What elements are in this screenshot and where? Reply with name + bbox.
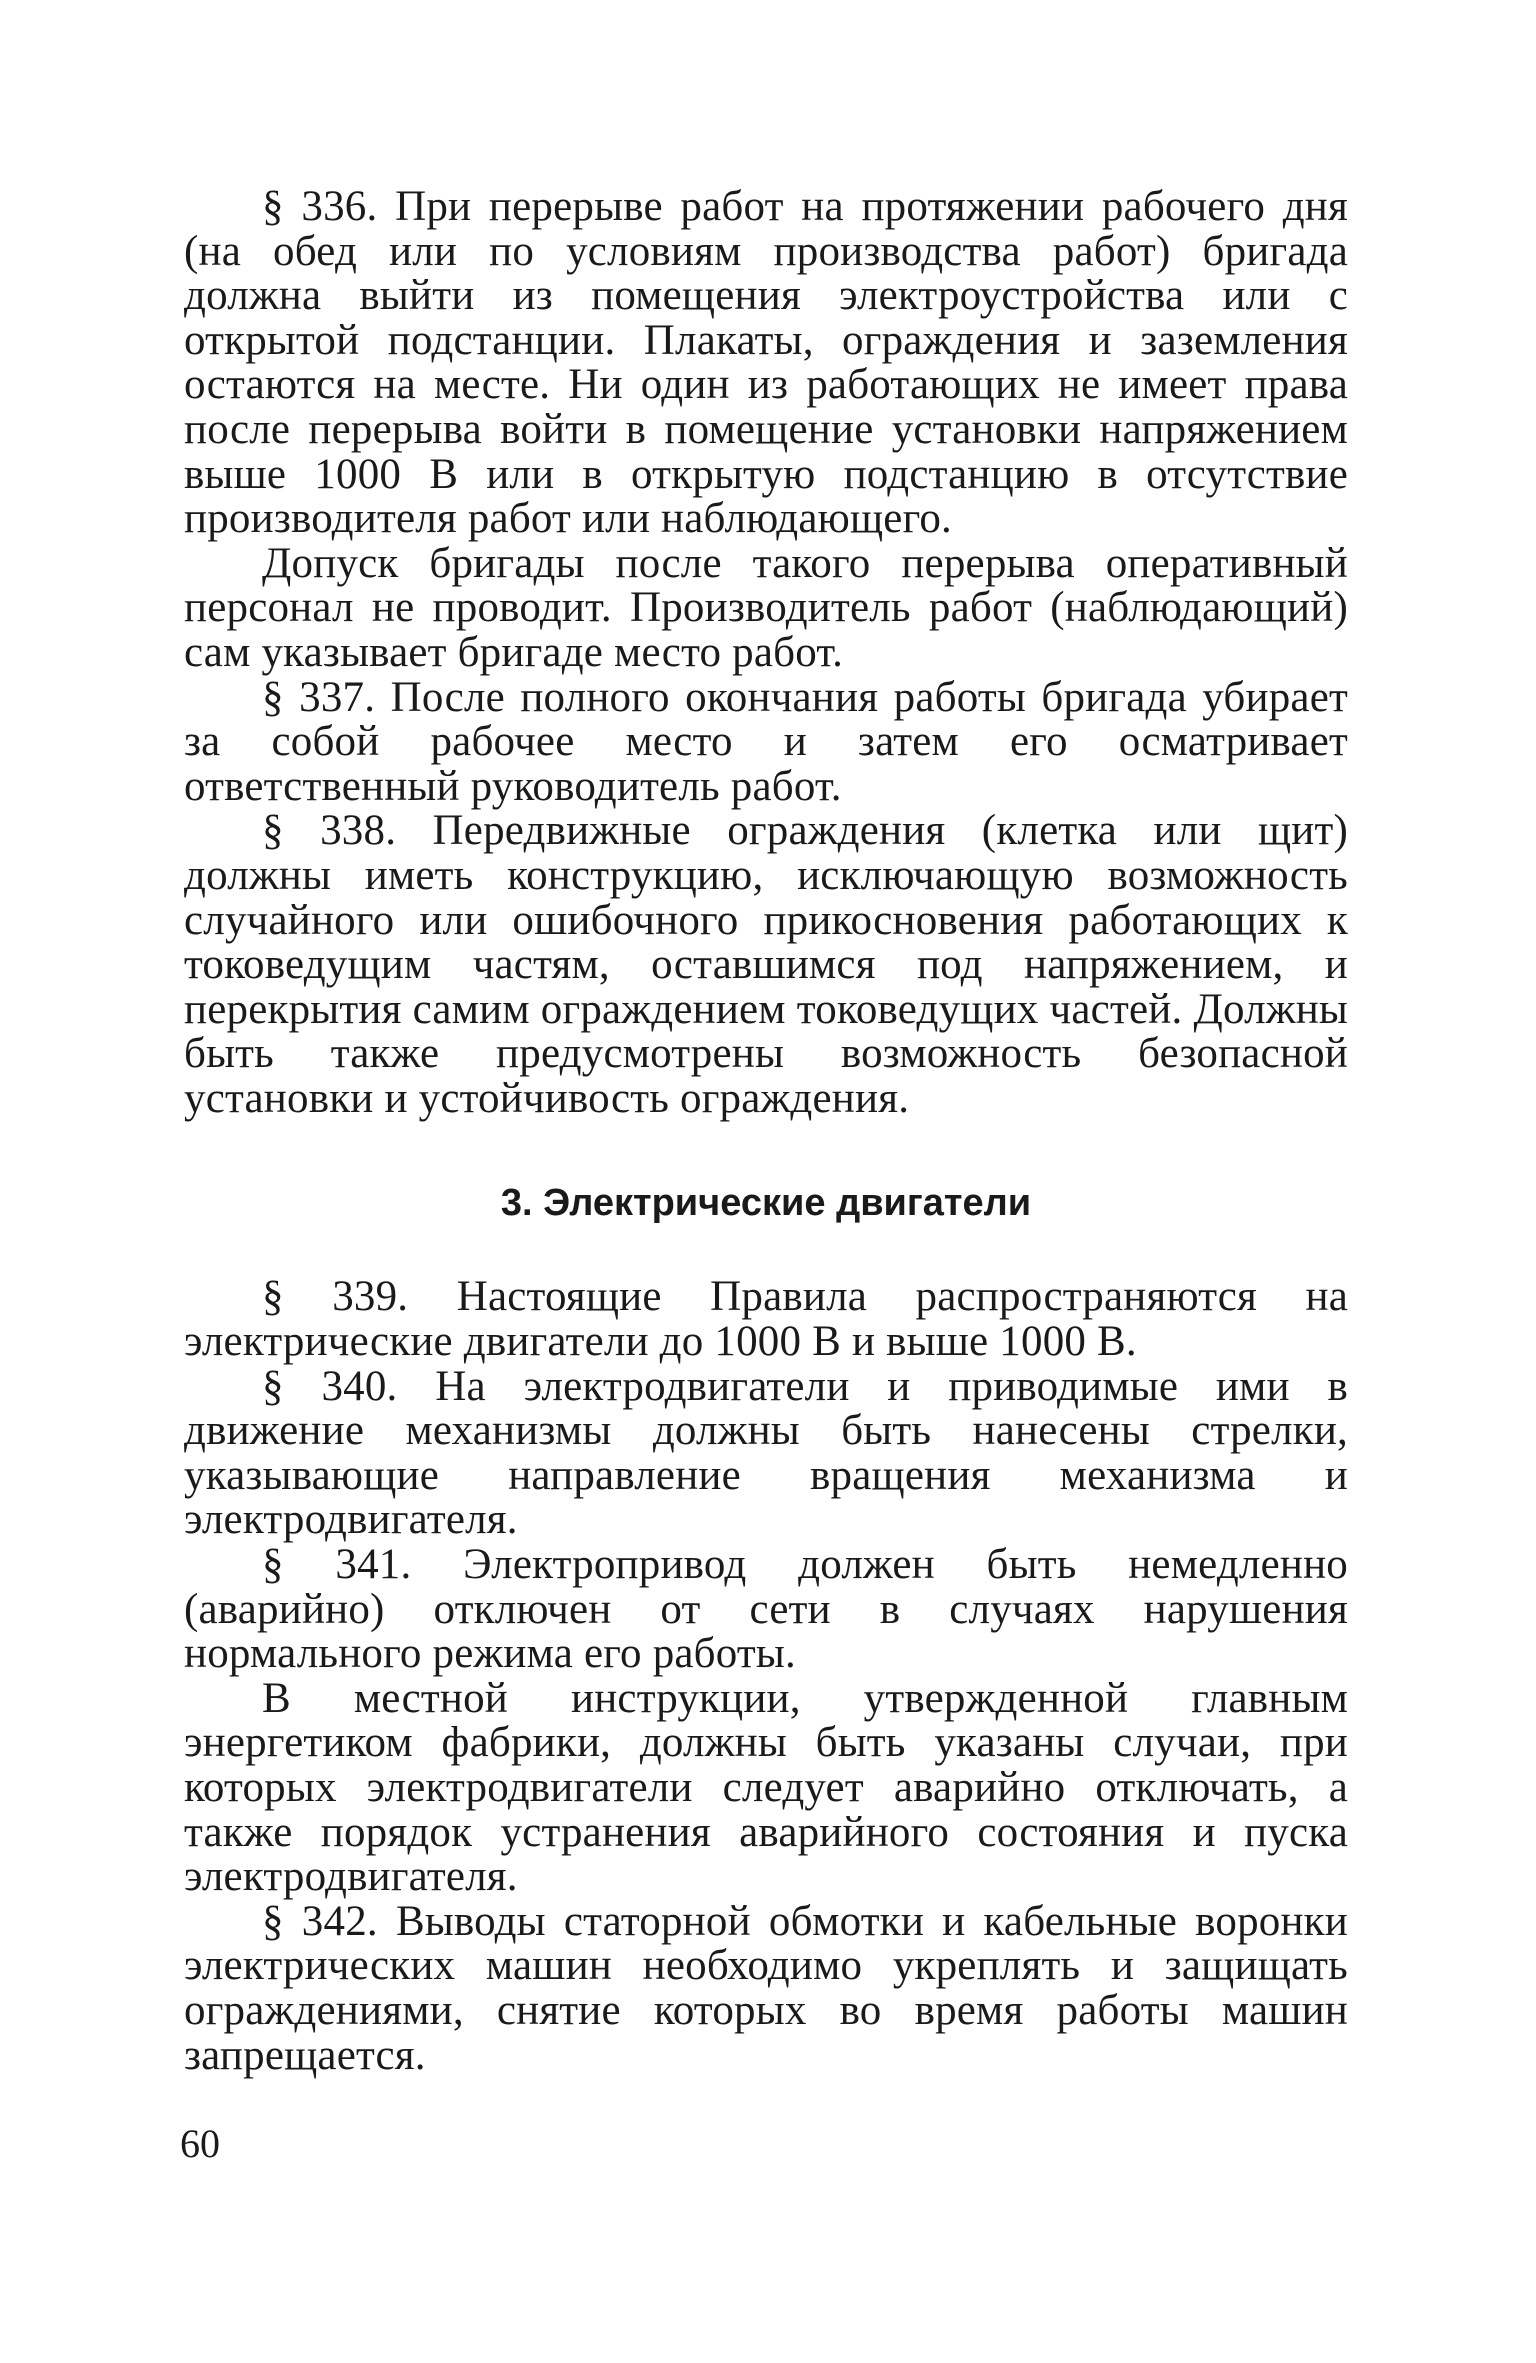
section-heading: 3. Электрические двигатели bbox=[500, 1182, 1032, 1225]
page-body bbox=[184, 185, 1348, 2078]
paragraph-341: § 341. Электропривод должен быть немедленно (аварийно) отключен от сети в случаях нарушения нормального режима его работы. bbox=[184, 1541, 1348, 1678]
paragraph-337: § 337. После полного окончания работы бригада убирает за собой рабочее место и затем его осматривает ответственный руководитель работ. bbox=[184, 673, 1348, 810]
paragraph-342: § 342. Выводы статорной обмотки и кабельные воронки электрических машин необходимо укреплять и защищать ограждениями, снятие которых во время работы машин запрещается. bbox=[184, 1897, 1348, 2079]
paragraph-339: § 339. Настоящие Правила распространяются на электрические двигатели до 1000 В и выше 1000 В. bbox=[184, 1273, 1348, 1366]
page-number: 60 bbox=[180, 2121, 220, 2166]
paragraph-340: § 340. На электродвигатели и приводимые ими в движение механизмы должны быть нанесены стрелки, указывающие направление вращения механизма и электродвигателя. bbox=[184, 1362, 1348, 1544]
paragraph-336: § 336. При перерыве работ на протяжении рабочего дня (на обед или по условиям производства работ) бригада должна выйти из помещения электроустройства или с открытой подстанции. Плакаты, ограждения и заземления остаются на месте. Ни один из работающих не имеет права после перерыва войти в помещение установки напряжением выше 1000 В или в открытую подстанцию в отсутствие производителя работ или наблюдающего. bbox=[184, 183, 1348, 543]
paragraph-338: § 338. Передвижные ограждения (клетка или щит) должны иметь конструкцию, исключающую возможность случайного или ошибочного прикосновения работающих к токоведущим частям, оставшимся под напряжением, и перекрытия самим ограждением токоведущих частей. Должны быть также предусмотрены возможность безопасной установки и устойчивость ограждения. bbox=[184, 807, 1348, 1122]
paragraph-341-continued: В местной инструкции, утвержденной главным энергетиком фабрики, должны быть указаны случаи, при которых электродвигатели следует аварийно отключать, а также порядок устранения аварийного состояния и пуска электродвигателя. bbox=[184, 1674, 1348, 1901]
paragraph-336-continued: Допуск бригады после такого перерыва оперативный персонал не проводит. Производитель работ (наблюдающий) сам указывает бригаде место работ. bbox=[184, 539, 1348, 676]
